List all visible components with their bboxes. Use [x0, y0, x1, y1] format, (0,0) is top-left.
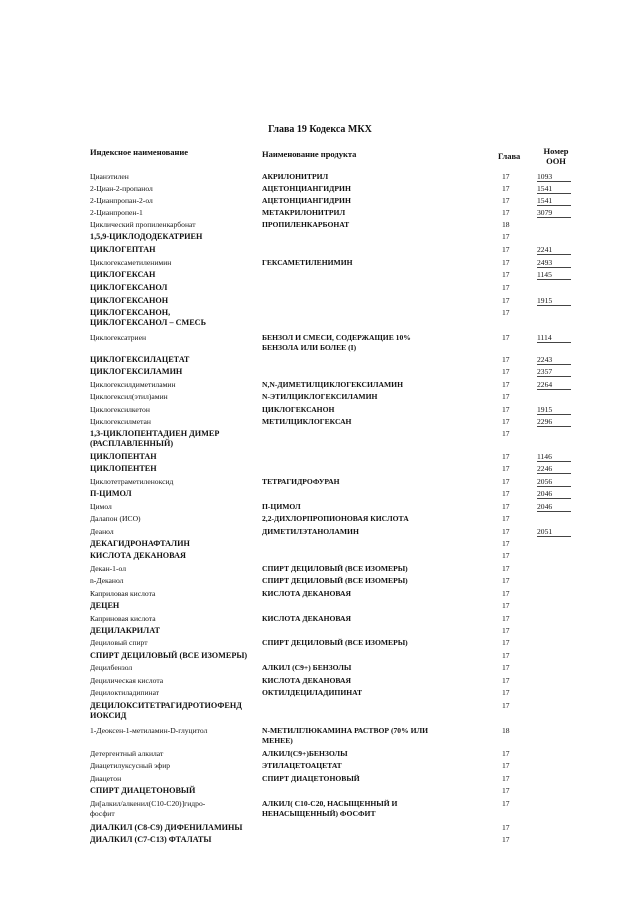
row-chapter: 17 [502, 638, 510, 647]
row-chapter: 17 [502, 477, 510, 486]
row-index-name: ДЕЦИЛОКСИТЕТРАГИДРОТИОФЕНД [90, 701, 242, 710]
row-index-name: ДИАЛКИЛ (С7-С13) ФТАЛАТЫ [90, 835, 212, 844]
row-index-name: ДЕЦИЛАКРИЛАТ [90, 626, 160, 635]
row-index-name: Циклотетраметиленоксид [90, 477, 174, 486]
row-index-name: СПИРТ ДЕЦИЛОВЫЙ (ВСЕ ИЗОМЕРЫ) [90, 651, 248, 660]
row-chapter: 17 [502, 464, 510, 473]
row-product-name: АЦЕТОНЦИАНГИДРИН [262, 184, 351, 193]
row-product-name: КИСЛОТА ДЕКАНОВАЯ [262, 589, 351, 598]
row-index-name: СПИРТ ДИАЦЕТОНОВЫЙ [90, 786, 196, 795]
row-un-number: 2246 [537, 464, 553, 473]
row-un-number: 2056 [537, 477, 553, 486]
row-chapter: 17 [502, 786, 510, 795]
row-chapter: 17 [502, 527, 510, 536]
row-chapter: 17 [502, 270, 510, 279]
un-cell-rule [537, 486, 571, 487]
row-chapter: 17 [502, 283, 510, 292]
row-chapter: 17 [502, 355, 510, 364]
row-index-name: ЦИКЛОГЕКСИЛАМИН [90, 367, 183, 376]
row-index-name: Децилическая кислота [90, 676, 164, 685]
row-index-name: ЦИКЛОПЕНТАН [90, 452, 157, 461]
row-chapter: 17 [502, 502, 510, 511]
un-cell-rule [537, 181, 571, 182]
row-product-name: МЕТАКРИЛОНИТРИЛ [262, 208, 346, 217]
row-chapter: 17 [502, 539, 510, 548]
row-index-name: Циклогексатриен [90, 333, 147, 342]
row-product-name: БЕНЗОЛА ИЛИ БОЛЕЕ (I) [262, 343, 357, 352]
un-cell-rule [537, 217, 571, 218]
row-chapter: 17 [502, 761, 510, 770]
row-index-name: Диацетилуксусный эфир [90, 761, 171, 770]
row-index-name: Циклогексилкетон [90, 405, 150, 414]
un-cell-rule [537, 473, 571, 474]
row-un-number: 2051 [537, 527, 553, 536]
row-index-name: П-ЦИМОЛ [90, 489, 132, 498]
row-chapter: 17 [502, 774, 510, 783]
row-chapter: 17 [502, 589, 510, 598]
un-cell-rule [537, 254, 571, 255]
row-index-name: ИОКСИД [90, 711, 127, 720]
row-chapter: 17 [502, 614, 510, 623]
row-product-name: ПРОПИЛЕНКАРБОНАТ [262, 220, 350, 229]
row-product-name: N-ЭТИЛЦИКЛОГЕКСИЛАМИН [262, 392, 378, 401]
row-index-name: 1,5,9-ЦИКЛОДОДЕКАТРИЕН [90, 232, 203, 241]
row-index-name: Декан-1-ол [90, 564, 126, 573]
row-index-name: Циклогексилдиметиламин [90, 380, 176, 389]
row-index-name: 1-Деоксен-1-метиламин-D-глуцитол [90, 726, 208, 735]
row-un-number: 1915 [537, 405, 553, 414]
row-index-name: ЦИКЛОГЕКСАН [90, 270, 156, 279]
row-index-name: ДИАЛКИЛ (С8-С9) ДИФЕНИЛАМИНЫ [90, 823, 243, 832]
row-index-name: ЦИКЛОПЕНТЕН [90, 464, 157, 473]
row-un-number: 2046 [537, 502, 553, 511]
row-chapter: 17 [502, 333, 510, 342]
row-index-name: Цимол [90, 502, 112, 511]
row-index-name: ДЕКАГИДРОНАФТАЛИН [90, 539, 190, 548]
row-chapter: 17 [502, 208, 510, 217]
row-product-name: ОКТИЛДЕЦИЛАДИПИНАТ [262, 688, 363, 697]
row-un-number: 2357 [537, 367, 553, 376]
un-cell-rule [537, 414, 571, 415]
row-product-name: ЦИКЛОГЕКСАНОН [262, 405, 335, 414]
row-index-name: Циклогексаметиленимин [90, 258, 172, 267]
row-chapter: 17 [502, 489, 510, 498]
row-un-number: 1146 [537, 452, 552, 461]
un-cell-rule [537, 267, 571, 268]
row-index-name: Циклогексилметан [90, 417, 151, 426]
row-product-name: ЭТИЛАЦЕТОАЦЕТАТ [262, 761, 342, 770]
row-product-name: СПИРТ ДИАЦЕТОНОВЫЙ [262, 774, 360, 783]
column-header-index-name: Индексное наименование [90, 147, 189, 157]
row-product-name: N-МЕТИЛГЛЮКАМИНА РАСТВОР (70% ИЛИ [262, 726, 429, 735]
row-chapter: 17 [502, 701, 510, 710]
row-chapter: 18 [502, 726, 510, 735]
un-cell-rule [537, 305, 571, 306]
un-cell-rule [537, 342, 571, 343]
row-product-name: АЛКИЛ(С9+)БЕНЗОЛЫ [262, 749, 348, 758]
row-un-number: 3079 [537, 208, 553, 217]
row-chapter: 18 [502, 220, 510, 229]
row-product-name: КИСЛОТА ДЕКАНОВАЯ [262, 676, 351, 685]
row-index-name: КИСЛОТА ДЕКАНОВАЯ [90, 551, 186, 560]
row-index-name: фосфит [90, 809, 115, 818]
row-index-name: Дециловый спирт [90, 638, 148, 647]
row-index-name: Каприновая кислота [90, 614, 156, 623]
un-cell-rule [537, 205, 571, 206]
row-product-name: КИСЛОТА ДЕКАНОВАЯ [262, 614, 351, 623]
column-header-un-number-line2: ООН [546, 156, 566, 166]
un-cell-rule [537, 364, 571, 365]
row-index-name: ЦИКЛОГЕКСАНОЛ – СМЕСЬ [90, 318, 207, 327]
row-chapter: 17 [502, 296, 510, 305]
row-index-name: Циклогексил(этил)амин [90, 392, 168, 401]
row-chapter: 17 [502, 308, 510, 317]
row-index-name: Каприловая кислота [90, 589, 156, 598]
row-un-number: 1093 [537, 172, 553, 181]
un-cell-rule [537, 511, 571, 512]
row-chapter: 17 [502, 452, 510, 461]
row-chapter: 17 [502, 551, 510, 560]
row-un-number: 1145 [537, 270, 552, 279]
row-chapter: 17 [502, 576, 510, 585]
row-index-name: Диацетон [90, 774, 122, 783]
row-product-name: МЕТИЛЦИКЛОГЕКСАН [262, 417, 352, 426]
row-index-name: 2-Циан-2-пропанол [90, 184, 153, 193]
row-product-name: ТЕТРАГИДРОФУРАН [262, 477, 340, 486]
un-cell-rule [537, 376, 571, 377]
row-chapter: 17 [502, 749, 510, 758]
row-chapter: 17 [502, 663, 510, 672]
un-cell-rule [537, 279, 571, 280]
row-chapter: 17 [502, 172, 510, 181]
un-cell-rule [537, 498, 571, 499]
row-product-name: СПИРТ ДЕЦИЛОВЫЙ (ВСЕ ИЗОМЕРЫ) [262, 564, 408, 573]
row-product-name: СПИРТ ДЕЦИЛОВЫЙ (ВСЕ ИЗОМЕРЫ) [262, 576, 408, 585]
row-index-name: ЦИКЛОГЕКСАНОН, [90, 308, 171, 317]
row-index-name: ЦИКЛОГЕПТАН [90, 245, 156, 254]
row-chapter: 17 [502, 651, 510, 660]
row-index-name: ЦИКЛОГЕКСИЛАЦЕТАТ [90, 355, 190, 364]
row-chapter: 17 [502, 688, 510, 697]
row-un-number: 1541 [537, 184, 553, 193]
row-chapter: 17 [502, 429, 510, 438]
row-chapter: 17 [502, 232, 510, 241]
row-product-name: АЦЕТОНЦИАНГИДРИН [262, 196, 351, 205]
row-chapter: 17 [502, 823, 510, 832]
un-cell-rule [537, 536, 571, 537]
row-index-name: Децилбензол [90, 663, 133, 672]
un-cell-rule [537, 193, 571, 194]
row-index-name: n-Деканол [90, 576, 124, 585]
column-header-chapter: Глава [498, 151, 521, 161]
row-chapter: 17 [502, 835, 510, 844]
row-product-name: НЕНАСЫЩЕННЫЙ) ФОСФИТ [262, 809, 376, 818]
row-un-number: 2264 [537, 380, 553, 389]
row-chapter: 17 [502, 799, 510, 808]
row-un-number: 2241 [537, 245, 553, 254]
row-index-name: 2-Цианпропан-2-ол [90, 196, 153, 205]
row-product-name: АЛКИЛ( С10-С20, НАСЫЩЕННЫЙ И [262, 799, 398, 808]
row-index-name: 2-Цианпропен-1 [90, 208, 143, 217]
row-index-name: Ди[алкил/алкенил(C10-C20)]гидро- [90, 799, 206, 808]
row-product-name: ГЕКСАМЕТИЛЕНИМИН [262, 258, 353, 267]
column-header-product-name: Наименование продукта [262, 149, 357, 159]
row-un-number: 1541 [537, 196, 553, 205]
row-chapter: 17 [502, 514, 510, 523]
row-un-number: 2296 [537, 417, 553, 426]
row-chapter: 17 [502, 626, 510, 635]
row-un-number: 1114 [537, 333, 552, 342]
row-un-number: 2046 [537, 489, 553, 498]
row-chapter: 17 [502, 380, 510, 389]
row-index-name: (РАСПЛАВЛЕННЫЙ) [90, 439, 174, 448]
un-cell-rule [537, 426, 571, 427]
row-index-name: ЦИКЛОГЕКСАНОН [90, 296, 169, 305]
column-header-un-number-line1: Номер [543, 146, 569, 156]
row-chapter: 17 [502, 676, 510, 685]
row-un-number: 1915 [537, 296, 553, 305]
row-product-name: АЛКИЛ (С9+) БЕНЗОЛЫ [262, 663, 352, 672]
row-product-name: N,N-ДИМЕТИЛЦИКЛОГЕКСИЛАМИН [262, 380, 403, 389]
row-product-name: СПИРТ ДЕЦИЛОВЫЙ (ВСЕ ИЗОМЕРЫ) [262, 638, 408, 647]
row-index-name: Циклический пропиленкарбонат [90, 220, 196, 229]
row-un-number: 2243 [537, 355, 553, 364]
row-chapter: 17 [502, 564, 510, 573]
un-cell-rule [537, 461, 571, 462]
row-index-name: ДЕЦЕН [90, 601, 120, 610]
page-title: Глава 19 Кодекса МКХ [268, 124, 372, 135]
row-index-name: 1,3-ЦИКЛОПЕНТАДИЕН ДИМЕР [90, 429, 220, 438]
row-chapter: 17 [502, 367, 510, 376]
row-product-name: 2,2-ДИХЛОРПРОПИОНОВАЯ КИСЛОТА [262, 514, 409, 523]
row-chapter: 17 [502, 405, 510, 414]
row-index-name: Далапон (ИСО) [90, 514, 141, 523]
row-chapter: 17 [502, 245, 510, 254]
row-chapter: 17 [502, 417, 510, 426]
row-index-name: Децилоктиладипинат [90, 688, 160, 697]
row-chapter: 17 [502, 184, 510, 193]
row-index-name: ЦИКЛОГЕКСАНОЛ [90, 283, 168, 292]
row-chapter: 17 [502, 196, 510, 205]
row-chapter: 17 [502, 392, 510, 401]
row-chapter: 17 [502, 258, 510, 267]
row-chapter: 17 [502, 601, 510, 610]
row-index-name: Детергентный алкилат [90, 749, 164, 758]
row-product-name: ДИМЕТИЛЭТАНОЛАМИН [262, 527, 359, 536]
row-index-name: Деанол [90, 527, 114, 536]
row-index-name: Цианэтилен [90, 172, 129, 181]
row-product-name: БЕНЗОЛ И СМЕСИ, СОДЕРЖАЩИЕ 10% [262, 333, 411, 342]
row-product-name: АКРИЛОНИТРИЛ [262, 172, 329, 181]
row-product-name: МЕНЕЕ) [262, 736, 293, 745]
un-cell-rule [537, 389, 571, 390]
row-product-name: П-ЦИМОЛ [262, 502, 301, 511]
row-un-number: 2493 [537, 258, 553, 267]
